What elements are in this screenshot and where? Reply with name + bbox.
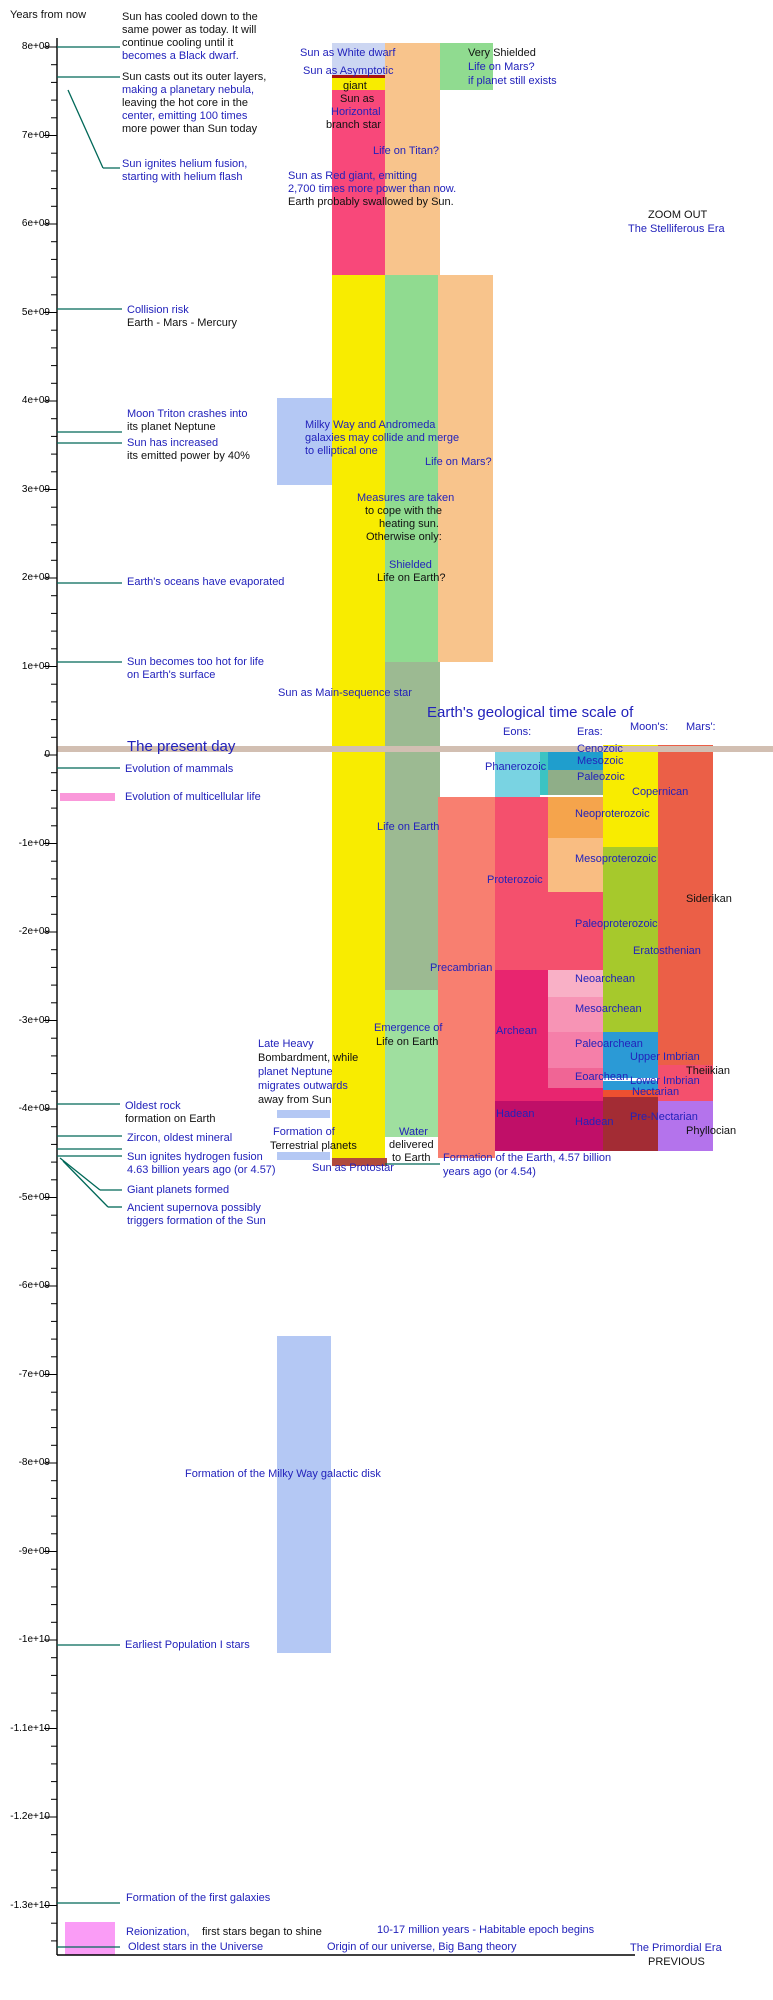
horizontal-3: branch star <box>326 119 382 131</box>
horizontal-2[interactable]: Horizontal <box>331 106 381 118</box>
milky-way-1[interactable]: Milky Way and Andromeda <box>305 419 436 431</box>
axis-tick-label: -1e+09 <box>18 837 50 849</box>
hydrogen-fusion-1[interactable]: Sun ignites hydrogen fusion <box>127 1151 263 1163</box>
axis-tick-label: -1.3e+10 <box>10 1899 50 1911</box>
milky-way-3[interactable]: to elliptical one <box>305 445 378 457</box>
axis-tick-label: -9e+09 <box>18 1545 50 1557</box>
axis-tick-label: 3e+09 <box>21 483 50 495</box>
formation-earth-2[interactable]: years ago (or 4.54) <box>443 1166 536 1178</box>
axis-tick-label: 6e+09 <box>21 218 50 229</box>
water-2: delivered <box>389 1139 434 1151</box>
event-connector-line <box>68 90 103 168</box>
measures-2: to cope with the <box>365 505 443 517</box>
mesoproterozoic-label[interactable]: Mesoproterozoic <box>575 853 657 865</box>
stelliferous-era-link[interactable]: The Stelliferous Era <box>628 223 725 235</box>
siderikan-label: Siderikan <box>686 893 732 905</box>
hadean-eon-label[interactable]: Hadean <box>496 1108 535 1120</box>
reionization-label-2: first stars began to shine <box>202 1926 322 1938</box>
helium-fusion-1[interactable]: Sun ignites helium fusion, <box>122 158 248 170</box>
axis-tick-label: 8e+09 <box>21 41 50 52</box>
protostar-label[interactable]: Sun as Protostar <box>312 1162 394 1174</box>
milky-way-2[interactable]: galaxies may collide and merge <box>305 432 460 444</box>
red-giant-2[interactable]: 2,700 times more power than now. <box>288 183 457 195</box>
habitable-epoch-label[interactable]: 10-17 million years - Habitable epoch begins <box>377 1924 595 1936</box>
outer-layers-1: Sun casts out its outer layers, <box>122 71 267 83</box>
event-connector-line <box>63 1161 108 1207</box>
giant-planets-label[interactable]: Giant planets formed <box>127 1184 230 1196</box>
very-shielded-3[interactable]: if planet still exists <box>468 75 557 87</box>
emergence-2: Life on Earth <box>376 1036 439 1048</box>
red-giant-3: Earth probably swallowed by Sun. <box>288 196 454 208</box>
previous-link[interactable]: PREVIOUS <box>648 1956 705 1968</box>
eoarchean-label[interactable]: Eoarchean <box>575 1071 629 1083</box>
main-sequence-label[interactable]: Sun as Main-sequence star <box>278 687 412 699</box>
phanerozoic-label[interactable]: Phanerozoic <box>485 761 547 773</box>
sun-increased-2: its emitted power by 40% <box>127 450 250 462</box>
eratosthenian-label[interactable]: Eratosthenian <box>633 945 701 957</box>
late-heavy-5: away from Sun <box>258 1094 332 1106</box>
axis-tick-label: -1e+10 <box>18 1634 50 1645</box>
too-hot-1[interactable]: Sun becomes too hot for life <box>127 656 264 668</box>
multicellular-label[interactable]: Evolution of multicellular life <box>125 791 261 803</box>
giant-label: giant <box>343 80 367 92</box>
formation-terrestrial-1[interactable]: Formation of <box>273 1126 335 1138</box>
axis-tick-label: -4e+09 <box>18 1103 50 1114</box>
late-heavy-4[interactable]: migrates outwards <box>258 1080 348 1092</box>
cenozoic-label[interactable]: Cenozoic <box>577 743 623 755</box>
too-hot-2[interactable]: on Earth's surface <box>127 669 216 681</box>
population-i-label[interactable]: Earliest Population I stars <box>125 1639 250 1651</box>
water-1[interactable]: Water <box>399 1126 428 1138</box>
event-connector-line <box>60 1158 100 1190</box>
white-dwarf-label[interactable]: Sun as White dwarf <box>300 47 396 59</box>
sun-cooled-2: same power as today. It will <box>122 24 257 36</box>
proterozoic-label[interactable]: Proterozoic <box>487 874 543 886</box>
supernova-2[interactable]: triggers formation of the Sun <box>127 1215 266 1227</box>
moons-header[interactable]: Moon's: <box>630 721 669 733</box>
axis-title: Years from now <box>10 9 87 21</box>
mars-header[interactable]: Mars': <box>686 721 716 733</box>
theiikian-label: Theiikian <box>686 1065 731 1077</box>
axis-tick-label: 2e+09 <box>21 572 50 583</box>
paleozoic-label[interactable]: Paleozoic <box>577 771 625 783</box>
zircon-label[interactable]: Zircon, oldest mineral <box>127 1132 233 1144</box>
present-day-label[interactable]: The present day <box>127 738 236 755</box>
collision-risk-2: Earth - Mars - Mercury <box>127 317 238 329</box>
hydrogen-fusion-2[interactable]: 4.63 billion years ago (or 4.57) <box>127 1164 276 1176</box>
first-galaxies-label[interactable]: Formation of the first galaxies <box>126 1892 271 1904</box>
oldest-rock-1[interactable]: Oldest rock <box>125 1100 181 1112</box>
nectarian-label[interactable]: Nectarian <box>632 1086 680 1098</box>
axis-tick-label: -5e+09 <box>18 1191 50 1203</box>
archean-label[interactable]: Archean <box>496 1025 537 1037</box>
geo-title[interactable]: Earth's geological time scale of <box>427 704 634 721</box>
water-3: to Earth <box>392 1152 431 1164</box>
formation-terrestrial-2: Terrestrial planets <box>270 1140 357 1152</box>
life-earth-label[interactable]: Life on Earth <box>377 821 440 833</box>
life-mars-label[interactable]: Life on Mars? <box>425 456 492 468</box>
shielded-1[interactable]: Shielded <box>389 559 432 571</box>
paleoarchean-label[interactable]: Paleoarchean <box>575 1038 643 1050</box>
triton-2: its planet Neptune <box>127 421 216 433</box>
very-shielded-1: Very Shielded <box>468 47 536 59</box>
axis-tick-label: -1.1e+10 <box>10 1722 50 1734</box>
red-giant-1[interactable]: Sun as Red giant, emitting <box>288 170 418 182</box>
late-heavy-3[interactable]: planet Neptune <box>258 1066 333 1078</box>
eons-header[interactable]: Eons: <box>503 726 532 738</box>
milky-way-disk-label[interactable]: Formation of the Milky Way galactic disk <box>185 1468 381 1480</box>
shielded-2: Life on Earth? <box>377 572 446 584</box>
asymptotic-label[interactable]: Sun as Asymptotic <box>303 65 394 77</box>
axis-tick-label: -6e+09 <box>18 1280 50 1291</box>
paleoproterozoic-label[interactable]: Paleoproterozoic <box>575 918 658 930</box>
black-dwarf-link[interactable]: becomes a Black dwarf. <box>122 50 239 62</box>
mesoarchean-label[interactable]: Mesoarchean <box>575 1003 642 1015</box>
hadean-era-label[interactable]: Hadean <box>575 1116 614 1128</box>
axis-tick-label: 0 <box>44 749 50 760</box>
neoproterozoic-label[interactable]: Neoproterozoic <box>575 808 650 820</box>
axis-tick-label: -1.2e+10 <box>10 1811 50 1822</box>
copernican-label[interactable]: Copernican <box>632 786 689 798</box>
axis-tick-label: 5e+09 <box>21 306 50 318</box>
precambrian-label[interactable]: Precambrian <box>430 962 493 974</box>
axis-tick-label: -7e+09 <box>18 1368 50 1380</box>
measures-3: heating sun. <box>379 518 439 530</box>
phyllocian-label: Phyllocian <box>686 1125 737 1137</box>
lower-imbrian-label[interactable]: Lower Imbrian <box>630 1075 700 1087</box>
outer-layers-2[interactable]: making a planetary nebula, <box>122 84 255 96</box>
axis-tick-label: 1e+09 <box>21 660 50 672</box>
measures-4: Otherwise only: <box>366 531 442 543</box>
life-titan-label[interactable]: Life on Titan? <box>373 145 440 157</box>
mesozoic-label[interactable]: Mesozoic <box>577 755 624 767</box>
oceans-evaporated[interactable]: Earth's oceans have evaporated <box>127 576 285 588</box>
late-heavy-1[interactable]: Late Heavy <box>258 1038 314 1050</box>
sun-cooled-1: Sun has cooled down to the <box>122 11 258 23</box>
oldest-rock-2: formation on Earth <box>125 1113 216 1125</box>
very-shielded-2[interactable]: Life on Mars? <box>468 61 535 73</box>
reionization-label[interactable]: Reionization, <box>126 1926 190 1938</box>
axis-tick-label: -8e+09 <box>18 1457 50 1468</box>
upper-imbrian-label[interactable]: Upper Imbrian <box>630 1051 700 1063</box>
measures-1[interactable]: Measures are taken <box>357 492 455 504</box>
axis-tick-label: -3e+09 <box>18 1014 50 1026</box>
supernova-1[interactable]: Ancient supernova possibly <box>127 1202 261 1214</box>
mammals-label[interactable]: Evolution of mammals <box>125 763 234 775</box>
axis-tick-label: -2e+09 <box>18 926 50 937</box>
sun-increased-1[interactable]: Sun has increased <box>127 437 219 449</box>
helium-fusion-2[interactable]: starting with helium flash <box>122 171 243 183</box>
collision-risk-1[interactable]: Collision risk <box>127 304 189 316</box>
oldest-stars-label[interactable]: Oldest stars in the Universe <box>128 1941 264 1953</box>
triton-1[interactable]: Moon Triton crashes into <box>127 408 248 420</box>
emergence-1[interactable]: Emergence of <box>374 1022 443 1034</box>
formation-earth-1[interactable]: Formation of the Earth, 4.57 billion <box>443 1152 612 1164</box>
eras-header[interactable]: Eras: <box>577 726 603 738</box>
horizontal-1: Sun as <box>340 93 375 105</box>
late-heavy-2: Bombardment, while <box>258 1052 359 1064</box>
axis-tick-label: 7e+09 <box>21 129 50 141</box>
outer-layers-4[interactable]: center, emitting 100 times <box>122 110 248 122</box>
primordial-era-link[interactable]: The Primordial Era <box>630 1942 722 1954</box>
outer-layers-5: more power than Sun today <box>122 123 258 135</box>
axis-tick-label: 4e+09 <box>21 395 50 406</box>
pre-nectarian-label[interactable]: Pre-Nectarian <box>630 1111 698 1123</box>
neoarchean-label[interactable]: Neoarchean <box>575 973 635 985</box>
sun-cooled-3: continue cooling until it <box>122 37 234 49</box>
big-bang-label[interactable]: Origin of our universe, Big Bang theory <box>327 1941 517 1953</box>
outer-layers-3: leaving the hot core in the <box>122 97 248 109</box>
zoom-out-link[interactable]: ZOOM OUT <box>648 209 708 221</box>
